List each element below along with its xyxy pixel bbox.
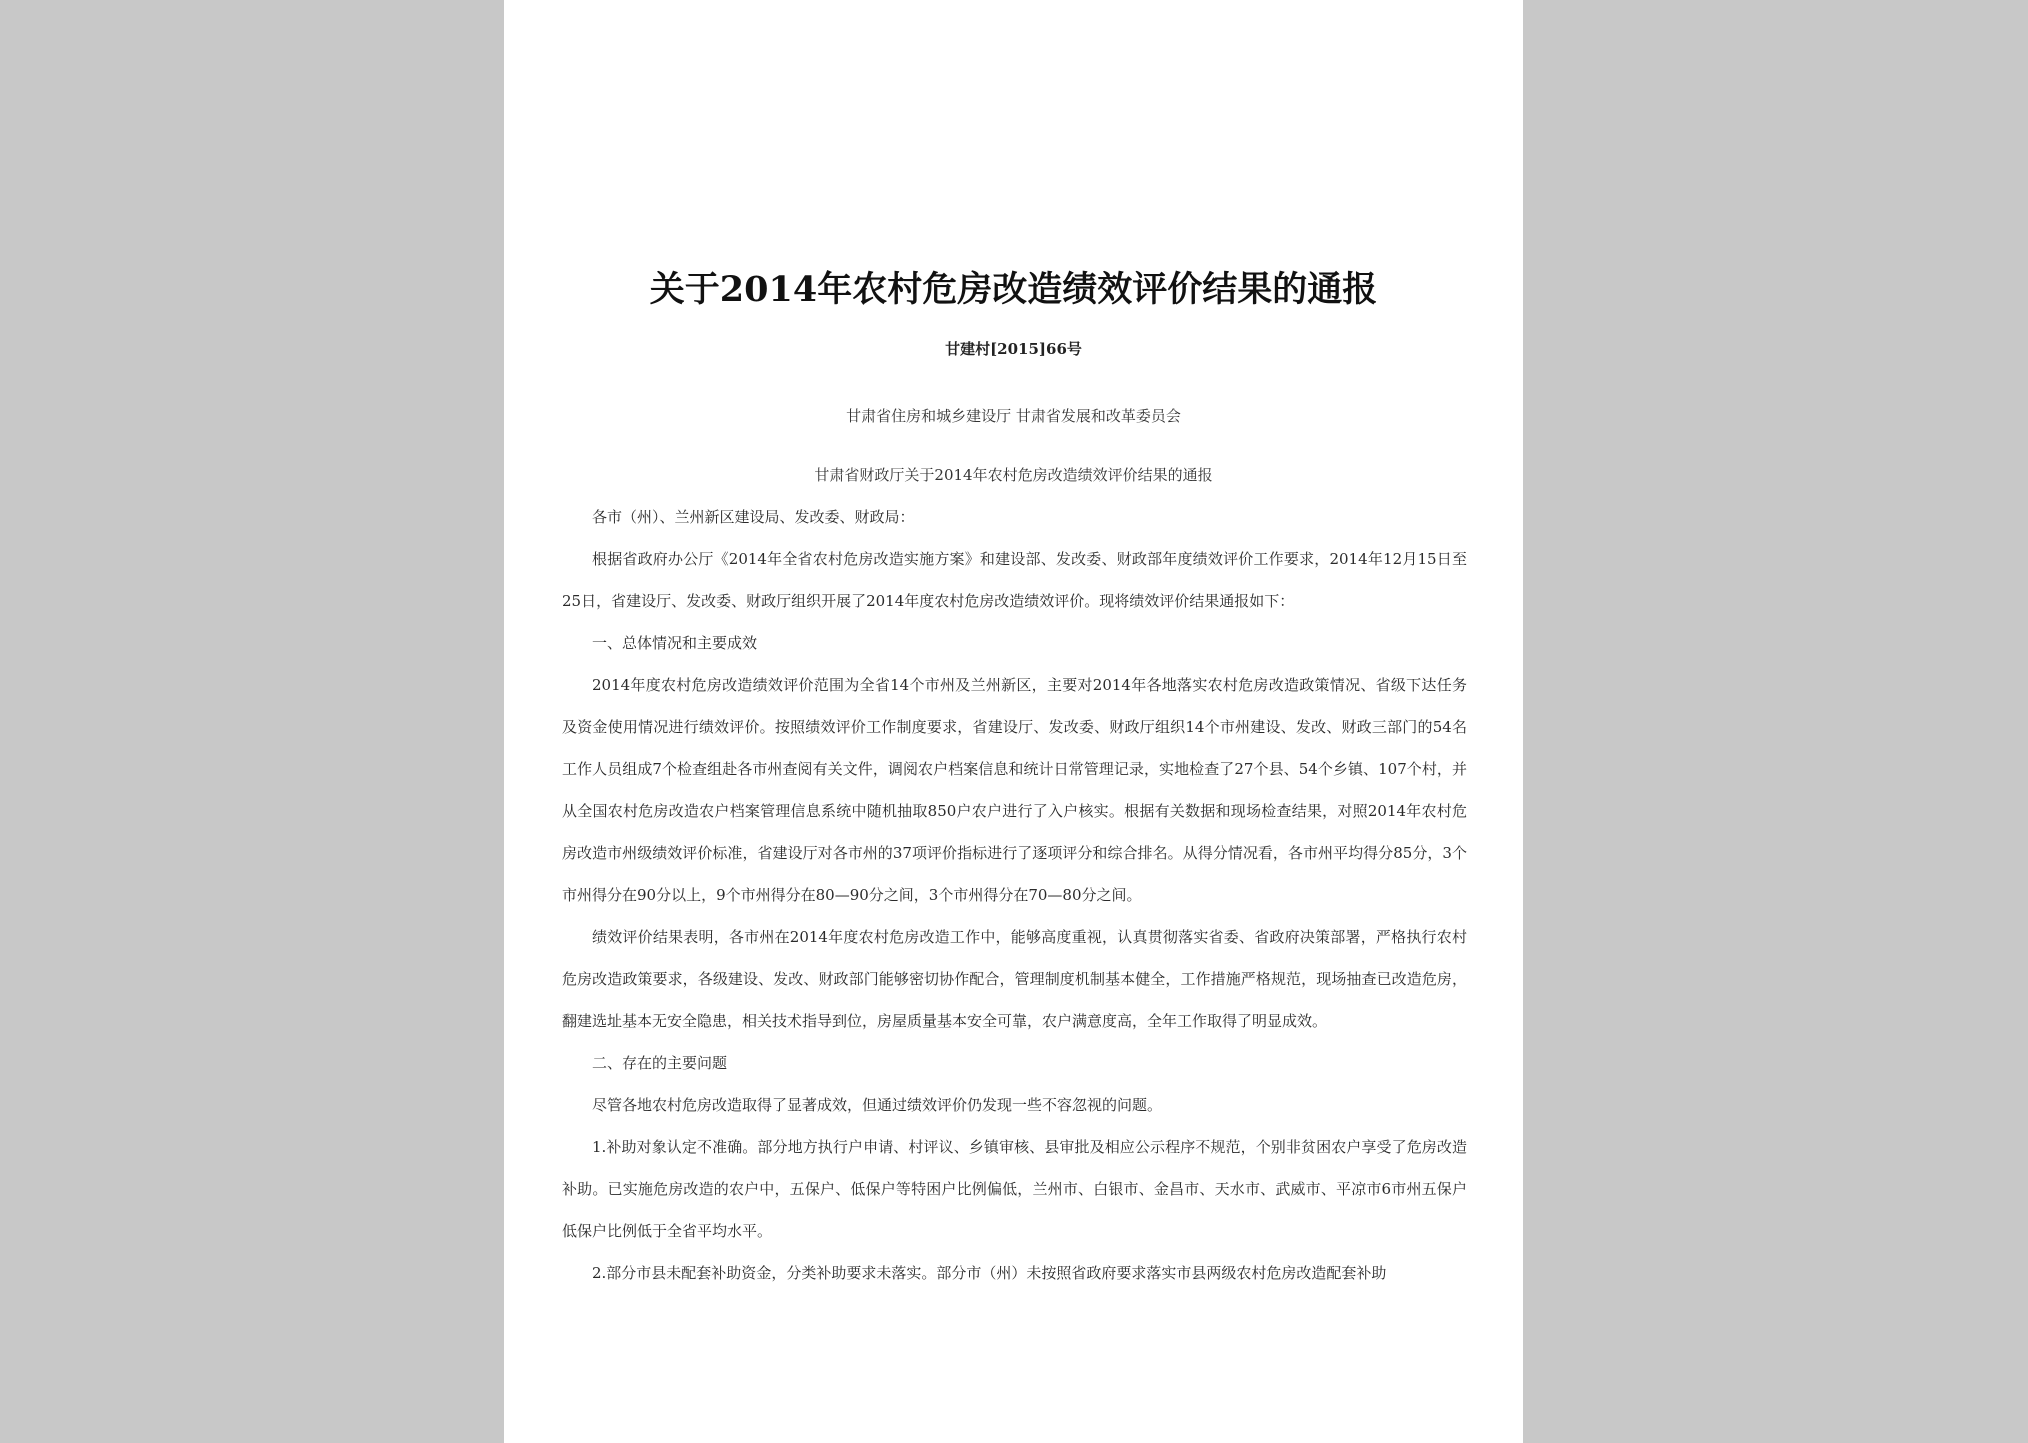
document-body: [562, 496, 1467, 1294]
salutation: 各市（州）、兰州新区建设局、发改委、财政局：: [592, 508, 915, 526]
section-heading: 一、总体情况和主要成效: [592, 634, 758, 652]
body-paragraph: 绩效评价结果表明，各市州在2014年度农村危房改造工作中，能够高度重视，认真贯彻落实省委、省政府决策部署，严格执行农村危房改造政策要求，各级建设、发改、财政部门能够密切协作配合，管理制度机制基本健全，工作措施严格规范，现场抽查已改造危房，翻建选址基本无安全隐患，相关技术指导到位，房屋质量基本安全可靠，农户满意度高，全年工作取得了明显成效。: [562, 928, 1467, 1030]
body-paragraph: 1.补助对象认定不准确。部分地方执行户申请、村评议、乡镇审核、县审批及相应公示程序不规范，个别非贫困农户享受了危房改造补助。已实施危房改造的农户中，五保户、低保户等特困户比例偏低，兰州市、白银市、金昌市、天水市、武威市、平凉市6市州五保户低保户比例低于全省平均水平。: [562, 1138, 1467, 1240]
body-paragraph: 尽管各地农村危房改造取得了显著成效，但通过绩效评价仍发现一些不容忽视的问题。: [592, 1096, 1163, 1114]
section-heading: 二、存在的主要问题: [592, 1054, 728, 1072]
body-paragraph: 2014年度农村危房改造绩效评价范围为全省14个市州及兰州新区，主要对2014年各地落实农村危房改造政策情况、省级下达任务及资金使用情况进行绩效评价。按照绩效评价工作制度要求，省建设厅、发改委、财政厅组织14个市州建设、发改、财政三部门的54名工作人员组成7个检查组赴各市州查阅有关文件，调阅农户档案信息和统计日常管理记录，实地检查了27个县、54个乡镇、107个村，并从全国农村危房改造农户档案管理信息系统中随机抽取850户农户进行了入户核实。根据有关数据和现场检查结果，对照2014年农村危房改造市州级绩效评价标准，省建设厅对各市州的37项评价指标进行了逐项评分和综合排名。从得分情况看，各市州平均得分85分，3个市州得分在90分以上，9个市州得分在80—90分之间，3个市州得分在70—80分之间。: [562, 676, 1467, 904]
document-number: 甘建村[2015]66号: [945, 340, 1082, 358]
body-paragraph: 根据省政府办公厅《2014年全省农村危房改造实施方案》和建设部、发改委、财政部年度绩效评价工作要求，2014年12月15日至25日，省建设厅、发改委、财政厅组织开展了2014年度农村危房改造绩效评价。现将绩效评价结果通报如下：: [562, 550, 1467, 610]
document-page: [504, 0, 1523, 1443]
body-paragraph: 2.部分市县未配套补助资金，分类补助要求未落实。部分市（州）未按照省政府要求落实市县两级农村危房改造配套补助: [592, 1264, 1387, 1282]
document-title: 关于2014年农村危房改造绩效评价结果的通报: [649, 269, 1378, 310]
document-subtitle: 甘肃省财政厅关于2014年农村危房改造绩效评价结果的通报: [814, 466, 1213, 484]
issuing-authorities: 甘肃省住房和城乡建设厅 甘肃省发展和改革委员会: [846, 407, 1181, 425]
